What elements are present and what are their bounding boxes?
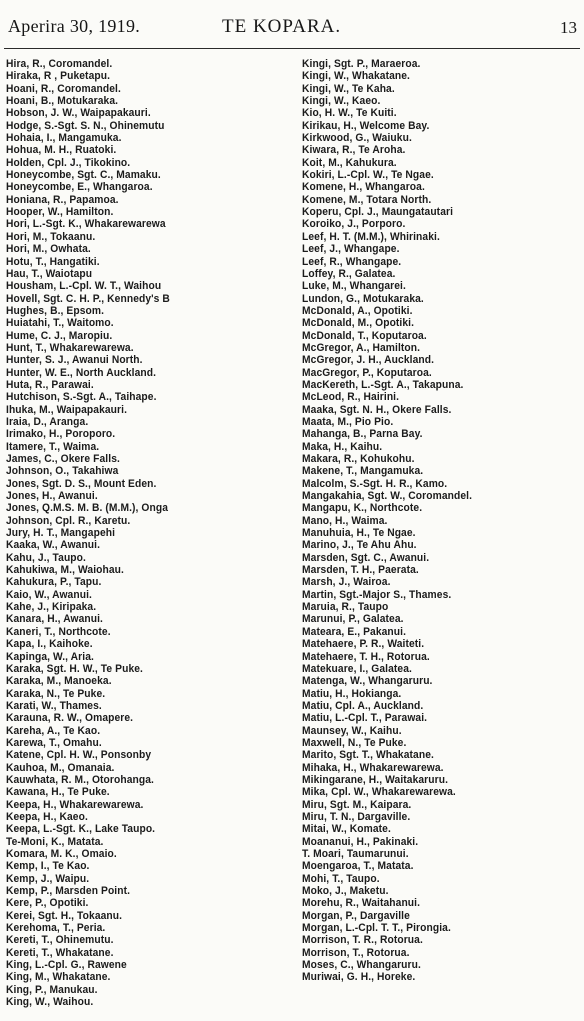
- name-entry: Jury, H. T., Mangapehi: [6, 527, 116, 540]
- name-entry: Koit, M., Kahukura.: [302, 156, 397, 169]
- name-entry: Kereti, T., Ohinemutu.: [6, 934, 114, 947]
- name-entry: Komene, M., Totara North.: [302, 193, 432, 206]
- name-entry: Karati, W., Thames.: [6, 699, 102, 712]
- name-entry: Hoani, R., Coromandel.: [6, 82, 121, 95]
- name-entry: Hori, M., Tokaanu.: [6, 230, 96, 243]
- name-entry: Moengaroa, T., Matata.: [302, 860, 414, 873]
- name-entry: T. Moari, Taumarunui.: [302, 848, 409, 860]
- right-name-column: [302, 58, 580, 984]
- newspaper-title: TE KOPARA.: [222, 16, 342, 37]
- name-entry: Hohaia, I., Mangamuka.: [6, 132, 122, 145]
- name-entry: Marito, Sgt. T., Whakatane.: [302, 749, 434, 762]
- name-entry: Hodge, S.-Sgt. S. N., Ohinemutu: [6, 119, 165, 132]
- name-entry: Mitai, W., Komate.: [302, 823, 391, 836]
- name-entry: Kemp, J., Waipu.: [6, 872, 90, 885]
- name-entry: Maxwell, N., Te Puke.: [302, 736, 407, 749]
- name-entry: Honiana, R., Papamoa.: [6, 193, 119, 206]
- name-entry: Hobson, J. W., Waipapakauri.: [6, 107, 151, 120]
- name-entry: Kaaka, W., Awanui.: [6, 539, 101, 552]
- name-entry: Makene, T., Mangamuka.: [302, 465, 424, 478]
- name-entry: Kemp, I., Te Kao.: [6, 860, 90, 873]
- name-entry: Matehaere, P. R., Waiteti.: [302, 638, 425, 651]
- name-entry: Koperu, Cpl. J., Maungatautari: [302, 206, 454, 219]
- name-entry: Kahukura, P., Tapu.: [6, 576, 102, 589]
- name-entry: Mikingarane, H., Waitakaruru.: [302, 773, 449, 786]
- name-entry: Keepa, L.-Sgt. K., Lake Taupo.: [6, 823, 156, 836]
- name-entry: Hunt, T., Whakarewarewa.: [6, 341, 134, 354]
- name-entry: Mika, Cpl. W., Whakarewarewa.: [302, 786, 456, 799]
- name-entry: Kio, H. W., Te Kuiti.: [302, 107, 397, 120]
- name-entry: Kingi, W., Te Kaha.: [302, 82, 395, 95]
- name-entry: Miru, T. N., Dargaville.: [302, 810, 411, 823]
- name-entry: McGregor, A., Hamilton.: [302, 341, 421, 354]
- name-entry: Kereti, T., Whakatane.: [6, 946, 114, 959]
- name-entry: King, P., Manukau.: [6, 983, 98, 996]
- name-entry: Hughes, B., Epsom.: [6, 304, 105, 317]
- name-entry: MacGregor, P., Koputaroa.: [302, 366, 432, 379]
- name-entry: Matenga, W., Whangaruru.: [302, 675, 433, 688]
- name-entry: McDonald, T., Koputaroa.: [302, 329, 427, 342]
- name-entry: King, L.-Cpl. G., Rawene: [6, 959, 127, 972]
- page-header: [0, 0, 584, 50]
- name-entry: Irimako, H., Poroporo.: [6, 428, 116, 441]
- name-entry: King, W., Waihou.: [6, 996, 94, 1009]
- name-entry: McGregor, J. H., Auckland.: [302, 354, 435, 367]
- name-entry: Marino, J., Te Ahu Ahu.: [302, 539, 417, 552]
- name-entry: Kaneri, T., Northcote.: [6, 625, 111, 638]
- name-entry: Kahukiwa, M., Waiohau.: [6, 564, 124, 577]
- name-entry: Kawana, H., Te Puke.: [6, 786, 110, 799]
- name-entry: Kingi, Sgt. P., Maraeroa.: [302, 58, 421, 70]
- name-entry: Luke, M., Whangarei.: [302, 280, 406, 293]
- name-entry: Morrison, T. R., Rotorua.: [302, 934, 423, 947]
- name-entry: Makara, R., Kohukohu.: [302, 453, 415, 465]
- name-entry: Te-Moni, K., Matata.: [6, 835, 104, 848]
- name-entry: Keepa, H., Whakarewarewa.: [6, 798, 144, 811]
- name-entry: Hiraka, R , Puketapu.: [6, 70, 111, 83]
- name-entry: Mangakahia, Sgt. W., Coromandel.: [302, 490, 473, 503]
- name-entry: Kirikau, H., Welcome Bay.: [302, 119, 430, 132]
- name-entry: Matekuare, I., Galatea.: [302, 662, 412, 675]
- name-entry: Karaka, Sgt. H. W., Te Puke.: [6, 662, 143, 675]
- name-entry: Kapinga, W., Aria.: [6, 650, 94, 663]
- name-entry: Hovell, Sgt. C. H. P., Kennedy's B: [6, 292, 170, 305]
- name-entry: Marsden, T. H., Paerata.: [302, 564, 419, 577]
- name-entry: MacKereth, L.-Sgt. A., Takapuna.: [302, 378, 464, 391]
- name-entry: Kiwara, R., Te Aroha.: [302, 144, 406, 157]
- name-entry: Karewa, T., Omahu.: [6, 736, 102, 749]
- name-entry: Katene, Cpl. H. W., Ponsonby: [6, 749, 152, 762]
- name-entry: Komene, H., Whangaroa.: [302, 181, 425, 194]
- name-entry: Johnson, O., Takahiwa: [6, 465, 119, 478]
- name-entry: Loffey, R., Galatea.: [302, 267, 396, 280]
- name-entry: Karaka, M., Manoeka.: [6, 675, 112, 688]
- name-entry: Karaka, N., Te Puke.: [6, 687, 106, 700]
- name-entry: Morgan, L.-Cpl. T. T., Pirongia.: [302, 922, 451, 935]
- name-entry: Moananui, H., Pakinaki.: [302, 835, 419, 848]
- name-entry: Matiu, H., Hokianga.: [302, 687, 402, 700]
- name-entry: Hori, L.-Sgt. K., Whakarewarewa: [6, 218, 166, 231]
- name-entry: James, C., Okere Falls.: [6, 453, 120, 465]
- name-entry: Keepa, H., Kaeo.: [6, 810, 88, 823]
- name-entry: Kahu, J., Taupo.: [6, 551, 86, 564]
- name-entry: Marunui, P., Galatea.: [302, 613, 404, 626]
- name-entry: Matiu, Cpl. A., Auckland.: [302, 699, 424, 712]
- name-entry: Manuhuia, H., Te Ngae.: [302, 527, 416, 540]
- name-entry: Kerei, Sgt. H., Tokaanu.: [6, 909, 123, 922]
- name-entry: Hutchison, S.-Sgt. A., Taihape.: [6, 391, 157, 404]
- name-entry: Kahe, J., Kiripaka.: [6, 601, 97, 614]
- name-entry: Martin, Sgt.-Major S., Thames.: [302, 588, 452, 601]
- name-entry: Maaka, Sgt. N. H., Okere Falls.: [302, 403, 452, 416]
- name-entry: Malcolm, S.-Sgt. H. R., Kamo.: [302, 477, 448, 490]
- name-entry: Iraia, D., Aranga.: [6, 415, 89, 428]
- name-entry: Kauhoa, M., Omanaia.: [6, 761, 115, 774]
- name-entry: Mateara, E., Pakanui.: [302, 625, 407, 638]
- name-entry: Mohi, T., Taupo.: [302, 872, 380, 885]
- name-entry: Moses, C., Whangaruru.: [302, 959, 421, 972]
- name-entry: Kapa, I., Kaihoke.: [6, 638, 93, 651]
- name-entry: Kingi, W., Kaeo.: [302, 95, 381, 108]
- name-entry: Kirkwood, G., Waiuku.: [302, 132, 412, 145]
- name-entry: Honeycombe, Sgt. C., Mamaku.: [6, 169, 161, 182]
- name-entry: Mangapu, K., Northcote.: [302, 502, 423, 515]
- name-entry: Johnson, Cpl. R., Karetu.: [6, 514, 131, 527]
- name-entry: Matiu, L.-Cpl. T., Parawai.: [302, 712, 428, 725]
- name-entry: Kere, P., Opotiki.: [6, 897, 89, 910]
- name-entry: Hume, C. J., Maropiu.: [6, 329, 113, 342]
- name-entry: Kemp, P., Marsden Point.: [6, 885, 131, 898]
- name-entry: Hotu, T., Hangatiki.: [6, 255, 100, 268]
- name-entry: Hori, M., Owhata.: [6, 243, 91, 256]
- page-number: 13: [560, 18, 577, 37]
- issue-date: Aperira 30, 1919.: [8, 16, 141, 36]
- name-entry: Hoani, B., Motukaraka.: [6, 95, 119, 108]
- name-entry: Morehu, R., Waitahanui.: [302, 897, 421, 910]
- name-entry: Muriwai, G. H., Horeke.: [302, 971, 416, 984]
- name-entry: Hira, R., Coromandel.: [6, 58, 113, 70]
- name-entry: King, M., Whakatane.: [6, 971, 111, 984]
- name-entry: Hunter, S. J., Awanui North.: [6, 354, 143, 367]
- name-entry: Mihaka, H., Whakarewarewa.: [302, 761, 444, 774]
- name-entry: Honeycombe, E., Whangaroa.: [6, 181, 153, 194]
- name-entry: Marsden, Sgt. C., Awanui.: [302, 551, 430, 564]
- name-entry: Ihuka, M., Waipapakauri.: [6, 403, 128, 416]
- name-entry: Maata, M., Pio Pio.: [302, 415, 394, 428]
- name-entry: Kanara, H., Awanui.: [6, 613, 104, 626]
- name-entry: Miru, Sgt. M., Kaipara.: [302, 798, 412, 811]
- name-entry: Komara, M. K., Omaio.: [6, 848, 117, 860]
- name-entry: Kauwhata, R. M., Otorohanga.: [6, 773, 154, 786]
- name-entry: Moko, J., Maketu.: [302, 885, 389, 898]
- name-entry: Leef, J., Whangape.: [302, 243, 400, 256]
- name-entry: Kareha, A., Te Kao.: [6, 724, 101, 737]
- name-entry: Holden, Cpl. J., Tikokino.: [6, 156, 131, 169]
- name-entry: Jones, Sgt. D. S., Mount Eden.: [6, 477, 157, 490]
- name-entry: Kaio, W., Awanui.: [6, 588, 92, 601]
- name-entry: Jones, H., Awanui.: [6, 490, 98, 503]
- name-entry: Kokiri, L.-Cpl. W., Te Ngae.: [302, 169, 434, 182]
- name-entry: Lundon, G., Motukaraka.: [302, 292, 424, 305]
- name-entry: Morgan, P., Dargaville: [302, 909, 410, 922]
- left-name-column: [6, 58, 288, 1008]
- name-entry: Maunsey, W., Kaihu.: [302, 724, 402, 737]
- name-entry: Maruia, R., Taupo: [302, 601, 389, 614]
- name-entry: Hohua, M. H., Ruatoki.: [6, 144, 117, 157]
- name-entry: Huiatahi, T., Waitomo.: [6, 317, 114, 330]
- name-entry: Kingi, W., Whakatane.: [302, 70, 411, 83]
- name-entry: Housham, L.-Cpl. W. T., Waihou: [6, 280, 162, 293]
- name-entry: Karauna, R. W., Omapere.: [6, 712, 134, 725]
- name-entry: McDonald, M., Opotiki.: [302, 317, 415, 330]
- name-entry: Hau, T., Waiotapu: [6, 267, 93, 280]
- name-entry: Huta, R., Parawai.: [6, 378, 94, 391]
- name-entry: Mahanga, B., Parna Bay.: [302, 428, 423, 441]
- name-entry: Jones, Q.M.S. M. B. (M.M.), Onga: [6, 502, 169, 515]
- header-rule: [4, 48, 580, 49]
- name-entry: Mano, H., Waima.: [302, 514, 388, 527]
- name-entry: Itamere, T., Waima.: [6, 440, 100, 453]
- name-entry: Hunter, W. E., North Auckland.: [6, 366, 157, 379]
- name-entry: Maka, H., Kaihu.: [302, 440, 383, 453]
- name-entry: Leef, R., Whangape.: [302, 255, 402, 268]
- name-entry: Matehaere, T. H., Rotorua.: [302, 650, 430, 663]
- name-entry: Koroiko, J., Porporo.: [302, 218, 406, 231]
- name-entry: Morrison, T., Rotorua.: [302, 946, 410, 959]
- name-entry: Hooper, W., Hamilton.: [6, 206, 114, 219]
- name-entry: Leef, H. T. (M.M.), Whirinaki.: [302, 230, 440, 243]
- name-entry: Kerehoma, T., Peria.: [6, 922, 106, 935]
- name-entry: McLeod, R., Hairini.: [302, 391, 400, 404]
- name-entry: Marsh, J., Wairoa.: [302, 576, 391, 589]
- name-entry: McDonald, A., Opotiki.: [302, 304, 413, 317]
